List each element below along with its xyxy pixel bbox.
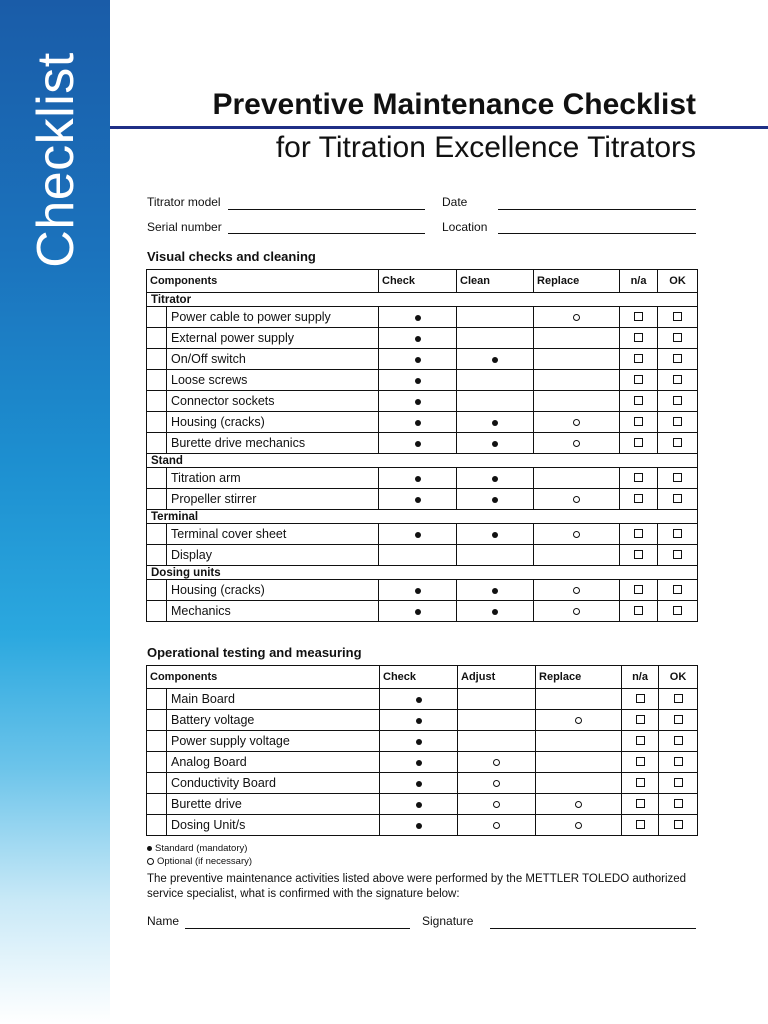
checkbox-icon[interactable] <box>673 585 682 594</box>
filled-dot-icon <box>492 441 498 447</box>
row-indent <box>147 545 167 566</box>
table-row <box>147 489 698 510</box>
checkbox-icon[interactable] <box>673 550 682 559</box>
ok-checkbox[interactable] <box>658 370 698 391</box>
table-row <box>147 601 698 622</box>
component-name: Housing (cracks) <box>167 412 379 433</box>
open-circle-icon <box>575 717 582 724</box>
column-header: Adjust <box>458 666 536 689</box>
na-checkbox[interactable] <box>622 815 659 836</box>
location-field[interactable] <box>498 233 696 234</box>
filled-dot-icon <box>492 532 498 538</box>
ok-checkbox[interactable] <box>658 412 698 433</box>
row-indent <box>147 489 167 510</box>
filled-dot-icon <box>415 315 421 321</box>
component-name: Housing (cracks) <box>167 580 379 601</box>
component-name: Mechanics <box>167 601 379 622</box>
sidebar-band <box>0 0 110 1024</box>
na-checkbox[interactable] <box>620 412 658 433</box>
clean-cell <box>457 524 534 545</box>
checkbox-icon[interactable] <box>636 736 645 745</box>
table-row <box>147 524 698 545</box>
table-row <box>147 328 698 349</box>
check-cell <box>379 580 457 601</box>
table-row <box>147 433 698 454</box>
component-name: Dosing Unit/s <box>167 815 380 836</box>
adjust-cell <box>458 731 536 752</box>
open-circle-icon <box>573 496 580 503</box>
na-checkbox[interactable] <box>622 689 659 710</box>
legend-standard-label: Standard (mandatory) <box>155 843 248 854</box>
adjust-cell <box>458 710 536 731</box>
check-cell <box>379 601 457 622</box>
filled-dot-icon <box>492 420 498 426</box>
table-row <box>147 307 698 328</box>
column-header: Components <box>147 666 380 689</box>
open-circle-icon <box>493 822 500 829</box>
table-row <box>147 391 698 412</box>
filled-dot-icon <box>415 336 421 342</box>
ok-checkbox[interactable] <box>658 601 698 622</box>
replace-cell <box>536 752 622 773</box>
signature-field[interactable] <box>490 928 696 929</box>
serial-number-label: Serial number <box>147 220 222 234</box>
replace-cell <box>536 815 622 836</box>
table-row <box>147 412 698 433</box>
checkbox-icon[interactable] <box>673 354 682 363</box>
row-indent <box>147 773 167 794</box>
table-row <box>147 468 698 489</box>
row-indent <box>147 752 167 773</box>
replace-cell <box>534 468 620 489</box>
table-row <box>147 710 698 731</box>
row-indent <box>147 412 167 433</box>
page-title: Preventive Maintenance Checklist <box>212 88 696 121</box>
ok-checkbox[interactable] <box>658 391 698 412</box>
column-header: Replace <box>534 270 620 293</box>
row-indent <box>147 710 167 731</box>
name-label: Name <box>147 914 180 928</box>
check-cell <box>380 689 458 710</box>
checkbox-icon[interactable] <box>636 715 645 724</box>
clean-cell <box>457 433 534 454</box>
clean-cell <box>457 601 534 622</box>
operational-testing-table <box>146 665 698 836</box>
check-cell <box>380 773 458 794</box>
filled-dot-icon <box>492 497 498 503</box>
table-row <box>147 349 698 370</box>
ok-checkbox[interactable] <box>658 433 698 454</box>
clean-cell <box>457 391 534 412</box>
filled-dot-icon <box>492 609 498 615</box>
component-name: Connector sockets <box>167 391 379 412</box>
component-name: Main Board <box>167 689 380 710</box>
check-cell <box>379 489 457 510</box>
filled-dot-icon <box>415 497 421 503</box>
filled-dot-icon <box>416 802 422 808</box>
ok-checkbox[interactable] <box>658 349 698 370</box>
check-cell <box>379 349 457 370</box>
checkbox-icon[interactable] <box>634 438 643 447</box>
column-header: n/a <box>622 666 659 689</box>
row-indent <box>147 468 167 489</box>
clean-cell <box>457 307 534 328</box>
component-name: Power supply voltage <box>167 731 380 752</box>
clean-cell <box>457 545 534 566</box>
row-indent <box>147 580 167 601</box>
check-cell <box>379 307 457 328</box>
legend-optional-label: Optional (if necessary) <box>157 856 253 867</box>
row-indent <box>147 370 167 391</box>
checkbox-icon[interactable] <box>634 333 643 342</box>
open-circle-icon <box>573 440 580 447</box>
table-row <box>147 731 698 752</box>
component-name: External power supply <box>167 328 379 349</box>
clean-cell <box>457 580 534 601</box>
open-circle-icon <box>575 801 582 808</box>
check-cell <box>380 710 458 731</box>
row-indent <box>147 731 167 752</box>
check-cell <box>379 468 457 489</box>
replace-cell <box>534 580 620 601</box>
replace-cell <box>534 433 620 454</box>
group-label: Stand <box>147 454 698 468</box>
open-circle-icon <box>573 419 580 426</box>
filled-dot-icon <box>415 532 421 538</box>
open-circle-icon <box>573 531 580 538</box>
confirmation-note: The preventive maintenance activities listed above were performed by the METTLER TOLEDO authorized service specialist, what is confirmed with the signature below: <box>147 873 687 900</box>
na-checkbox[interactable] <box>622 710 659 731</box>
group-label: Dosing units <box>147 566 698 580</box>
na-checkbox[interactable] <box>622 731 659 752</box>
ok-checkbox[interactable] <box>659 731 698 752</box>
adjust-cell <box>458 794 536 815</box>
column-header: Check <box>379 270 457 293</box>
visual-section-heading: Visual checks and cleaning <box>147 249 316 264</box>
open-circle-icon <box>493 759 500 766</box>
na-checkbox[interactable] <box>620 601 658 622</box>
checkbox-icon[interactable] <box>634 550 643 559</box>
table-row <box>147 773 698 794</box>
check-cell <box>380 752 458 773</box>
checkbox-icon[interactable] <box>636 799 645 808</box>
open-circle-icon <box>575 822 582 829</box>
row-indent <box>147 601 167 622</box>
filled-dot-icon <box>147 846 152 851</box>
signature-label: Signature <box>422 914 474 928</box>
replace-cell <box>534 489 620 510</box>
replace-cell <box>536 689 622 710</box>
column-header: Clean <box>457 270 534 293</box>
ok-checkbox[interactable] <box>658 489 698 510</box>
open-circle-icon <box>493 801 500 808</box>
replace-cell <box>534 349 620 370</box>
group-label: Terminal <box>147 510 698 524</box>
checkbox-icon[interactable] <box>634 494 643 503</box>
checkbox-icon[interactable] <box>636 757 645 766</box>
sidebar-title: Checklist <box>27 52 85 268</box>
na-checkbox[interactable] <box>620 370 658 391</box>
component-name: Battery voltage <box>167 710 380 731</box>
replace-cell <box>534 524 620 545</box>
row-indent <box>147 815 167 836</box>
titrator-model-field[interactable] <box>228 209 425 210</box>
replace-cell <box>534 307 620 328</box>
component-name: Conductivity Board <box>167 773 380 794</box>
replace-cell <box>536 710 622 731</box>
adjust-cell <box>458 815 536 836</box>
checkbox-icon[interactable] <box>634 585 643 594</box>
checkbox-icon[interactable] <box>673 494 682 503</box>
row-indent <box>147 391 167 412</box>
na-checkbox[interactable] <box>622 794 659 815</box>
component-name: Loose screws <box>167 370 379 391</box>
replace-cell <box>534 601 620 622</box>
replace-cell <box>534 412 620 433</box>
clean-cell <box>457 370 534 391</box>
filled-dot-icon <box>492 476 498 482</box>
filled-dot-icon <box>416 739 422 745</box>
row-indent <box>147 794 167 815</box>
table-row <box>147 794 698 815</box>
checkbox-icon[interactable] <box>636 778 645 787</box>
na-checkbox[interactable] <box>620 545 658 566</box>
column-header: Check <box>380 666 458 689</box>
filled-dot-icon <box>415 476 421 482</box>
component-name: Power cable to power supply <box>167 307 379 328</box>
group-row <box>147 566 698 580</box>
group-row <box>147 510 698 524</box>
checkbox-icon[interactable] <box>634 473 643 482</box>
ok-checkbox[interactable] <box>658 468 698 489</box>
column-header: OK <box>659 666 698 689</box>
row-indent <box>147 524 167 545</box>
component-name: Display <box>167 545 379 566</box>
location-label: Location <box>442 220 488 234</box>
checkbox-icon[interactable] <box>673 396 682 405</box>
clean-cell <box>457 489 534 510</box>
replace-cell <box>534 370 620 391</box>
open-circle-icon <box>573 608 580 615</box>
filled-dot-icon <box>415 420 421 426</box>
filled-dot-icon <box>416 781 422 787</box>
checkbox-icon[interactable] <box>634 606 643 615</box>
checkbox-icon[interactable] <box>634 396 643 405</box>
ok-checkbox[interactable] <box>659 752 698 773</box>
checkbox-icon[interactable] <box>674 778 683 787</box>
check-cell <box>380 794 458 815</box>
ok-checkbox[interactable] <box>658 328 698 349</box>
ok-checkbox[interactable] <box>658 524 698 545</box>
row-indent <box>147 689 167 710</box>
check-cell <box>380 731 458 752</box>
operational-section-heading: Operational testing and measuring <box>147 645 362 660</box>
checkbox-icon[interactable] <box>674 694 683 703</box>
na-checkbox[interactable] <box>620 328 658 349</box>
checkbox-icon[interactable] <box>673 312 682 321</box>
column-header: Replace <box>536 666 622 689</box>
table-row <box>147 370 698 391</box>
titrator-model-label: Titrator model <box>147 195 221 209</box>
na-checkbox[interactable] <box>620 433 658 454</box>
table-row <box>147 752 698 773</box>
checkbox-icon[interactable] <box>673 417 682 426</box>
date-label: Date <box>442 195 468 209</box>
ok-checkbox[interactable] <box>658 307 698 328</box>
replace-cell <box>534 328 620 349</box>
checkbox-icon[interactable] <box>673 333 682 342</box>
component-name: Burette drive <box>167 794 380 815</box>
adjust-cell <box>458 689 536 710</box>
checkbox-icon[interactable] <box>634 417 643 426</box>
filled-dot-icon <box>415 609 421 615</box>
ok-checkbox[interactable] <box>659 710 698 731</box>
checkbox-icon[interactable] <box>634 529 643 538</box>
adjust-cell <box>458 773 536 794</box>
na-checkbox[interactable] <box>620 468 658 489</box>
component-name: Terminal cover sheet <box>167 524 379 545</box>
replace-cell <box>536 731 622 752</box>
na-checkbox[interactable] <box>620 489 658 510</box>
page-subtitle: for Titration Excellence Titrators <box>275 131 696 164</box>
open-circle-icon <box>573 314 580 321</box>
legend-optional <box>147 856 252 867</box>
open-circle-icon <box>493 780 500 787</box>
ok-checkbox[interactable] <box>659 773 698 794</box>
filled-dot-icon <box>415 357 421 363</box>
checkbox-icon[interactable] <box>636 694 645 703</box>
ok-checkbox[interactable] <box>658 545 698 566</box>
table-row <box>147 545 698 566</box>
replace-cell <box>534 545 620 566</box>
checkbox-icon[interactable] <box>673 606 682 615</box>
replace-cell <box>536 773 622 794</box>
component-name: Analog Board <box>167 752 380 773</box>
filled-dot-icon <box>415 588 421 594</box>
checkbox-icon[interactable] <box>673 438 682 447</box>
filled-dot-icon <box>416 718 422 724</box>
clean-cell <box>457 328 534 349</box>
filled-dot-icon <box>415 378 421 384</box>
checkbox-icon[interactable] <box>674 736 683 745</box>
check-cell <box>379 391 457 412</box>
check-cell <box>379 328 457 349</box>
group-row <box>147 293 698 307</box>
date-field[interactable] <box>498 209 696 210</box>
ok-checkbox[interactable] <box>659 689 698 710</box>
checkbox-icon[interactable] <box>674 799 683 808</box>
component-name: On/Off switch <box>167 349 379 370</box>
checkbox-icon[interactable] <box>674 757 683 766</box>
clean-cell <box>457 468 534 489</box>
checkbox-icon[interactable] <box>634 354 643 363</box>
replace-cell <box>534 391 620 412</box>
name-field[interactable] <box>185 928 410 929</box>
ok-checkbox[interactable] <box>658 580 698 601</box>
row-indent <box>147 349 167 370</box>
row-indent <box>147 328 167 349</box>
column-header: Components <box>147 270 379 293</box>
check-cell <box>379 545 457 566</box>
filled-dot-icon <box>416 697 422 703</box>
na-checkbox[interactable] <box>620 391 658 412</box>
checkbox-icon[interactable] <box>674 820 683 829</box>
row-indent <box>147 307 167 328</box>
component-name: Propeller stirrer <box>167 489 379 510</box>
checkbox-icon[interactable] <box>673 375 682 384</box>
column-header: OK <box>658 270 698 293</box>
group-row <box>147 454 698 468</box>
checkbox-icon[interactable] <box>636 820 645 829</box>
checkbox-icon[interactable] <box>673 473 682 482</box>
na-checkbox[interactable] <box>620 524 658 545</box>
checkbox-icon[interactable] <box>674 715 683 724</box>
checkbox-icon[interactable] <box>673 529 682 538</box>
open-circle-icon <box>147 858 154 865</box>
component-name: Titration arm <box>167 468 379 489</box>
ok-checkbox[interactable] <box>659 815 698 836</box>
row-indent <box>147 433 167 454</box>
check-cell <box>379 433 457 454</box>
check-cell <box>379 412 457 433</box>
component-name: Burette drive mechanics <box>167 433 379 454</box>
na-checkbox[interactable] <box>620 349 658 370</box>
table-row <box>147 689 698 710</box>
check-cell <box>379 370 457 391</box>
clean-cell <box>457 412 534 433</box>
table-row <box>147 815 698 836</box>
adjust-cell <box>458 752 536 773</box>
table-row <box>147 580 698 601</box>
open-circle-icon <box>573 587 580 594</box>
legend-standard <box>147 843 247 854</box>
na-checkbox[interactable] <box>622 752 659 773</box>
replace-cell <box>536 794 622 815</box>
na-checkbox[interactable] <box>620 307 658 328</box>
check-cell <box>380 815 458 836</box>
group-label: Titrator <box>147 293 698 307</box>
check-cell <box>379 524 457 545</box>
filled-dot-icon <box>415 399 421 405</box>
na-checkbox[interactable] <box>622 773 659 794</box>
checkbox-icon[interactable] <box>634 312 643 321</box>
filled-dot-icon <box>416 760 422 766</box>
visual-checks-table <box>146 269 698 622</box>
filled-dot-icon <box>492 357 498 363</box>
filled-dot-icon <box>416 823 422 829</box>
title-rule <box>110 126 768 129</box>
ok-checkbox[interactable] <box>659 794 698 815</box>
column-header: n/a <box>620 270 658 293</box>
serial-number-field[interactable] <box>228 233 425 234</box>
filled-dot-icon <box>415 441 421 447</box>
filled-dot-icon <box>492 588 498 594</box>
na-checkbox[interactable] <box>620 580 658 601</box>
clean-cell <box>457 349 534 370</box>
checkbox-icon[interactable] <box>634 375 643 384</box>
